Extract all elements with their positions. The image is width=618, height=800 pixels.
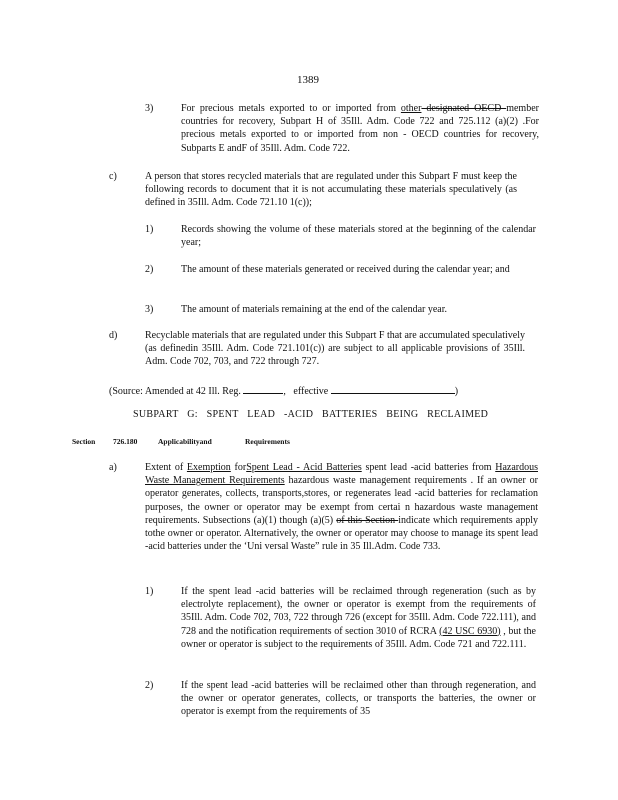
struck-deletion: of this Section (336, 514, 399, 526)
item-label: d) (109, 330, 118, 341)
reg-blank (243, 383, 283, 394)
item-label: 3) (145, 304, 154, 315)
struck-deletion: designated OECD (421, 103, 507, 114)
section-title: Applicabilityand (158, 437, 212, 446)
underlined-insertion: other (400, 103, 422, 114)
section-label: Section (72, 437, 96, 446)
item-label: 1) (145, 586, 154, 597)
item-label: 2) (145, 680, 154, 691)
section-title-2: Requirements (245, 437, 290, 446)
item-label: c) (109, 171, 117, 182)
effective-date-blank (331, 383, 455, 394)
item-label: 2) (145, 264, 154, 275)
records-item-1: Records showing the volume of these materials stored at the beginning of the calendar year; (181, 224, 536, 249)
records-item-2: The amount of these materials generated or received during the calendar year; and (181, 264, 510, 275)
section-number: 726.180 (113, 437, 138, 446)
precious-metals-paragraph: For precious metals exported to or imported from other designated OECD member countries for recovery, Subpart H of 35Ill. Adm. Code 722 and 725.112 (a)(2) .For precious metals exported to or imported from non - OECD countries for recovery, Subparts E andF of 35Ill. Adm. Code 722. (181, 103, 539, 154)
records-item-3: The amount of materials remaining at the end of the calendar year. (181, 304, 448, 315)
item-label: a) (109, 462, 117, 473)
records-paragraph: A person that stores recycled materials that are regulated under this Subpart F must keep the following records to document that it is not accumulating these materials speculatively (as defined in 35Ill. Adm. Code 721.10 1(c)); (145, 171, 517, 209)
regeneration-paragraph: If the spent lead -acid batteries will be reclaimed through regeneration (such as by electrolyte replacement), the owner or operator is exempt from the requirements of 35Ill. Adm. Code 702, 703, 722 through 726 (except for 35Ill. Adm. Code 722.111), and 728 and the notification requirements of section 3010 of RCRA (42 USC 6930) , but the owner or operator is subject to the requirements of 35Ill. Adm. Code 721 and 722.111. (181, 586, 536, 650)
speculative-paragraph: Recyclable materials that are regulated under this Subpart F that are accumulated speculatively (as definedin 35Ill. Adm. Code 721.101(c)) are subject to all applicable provisions of 35Ill. Adm. Code 702, 703, and 722 through 727. (145, 330, 525, 368)
exemption-paragraph: Extent of Exemption forSpent Lead - Acid Batteries spent lead -acid batteries from Hazardous Waste Management Requirements hazardous waste management requirements . If an owner or operator generates, collects, transports,stores, or regenerates lead -acid batteries for reclamation purposes, the owner or operator may be exempt from certai n hazardous waste management requirements. Subsections (a)(1) though (a)(5) of this Section indicate which requirements apply tothe owner or operator. Alternatively, the owner or operator may choose to manage its spent lead -acid batteries under the ‘Uni versal Waste” rule in 35 Ill.Adm. Code 733. (145, 462, 538, 553)
source-note: (Source: Amended at 42 Ill. Reg. , effective ) (109, 383, 458, 398)
item-label: 3) (145, 103, 154, 114)
other-reclamation-paragraph: If the spent lead -acid batteries will be reclaimed other than through regeneration, and the owner or operator generates, collects, or transports the batteries, the owner or operator is exempt from the requirements of 35 (181, 680, 536, 718)
item-label: 1) (145, 224, 154, 235)
subpart-heading: SUBPART G: SPENT LEAD -ACID BATTERIES BEING RECLAIMED (133, 409, 489, 420)
page-number: 1389 (297, 74, 319, 86)
